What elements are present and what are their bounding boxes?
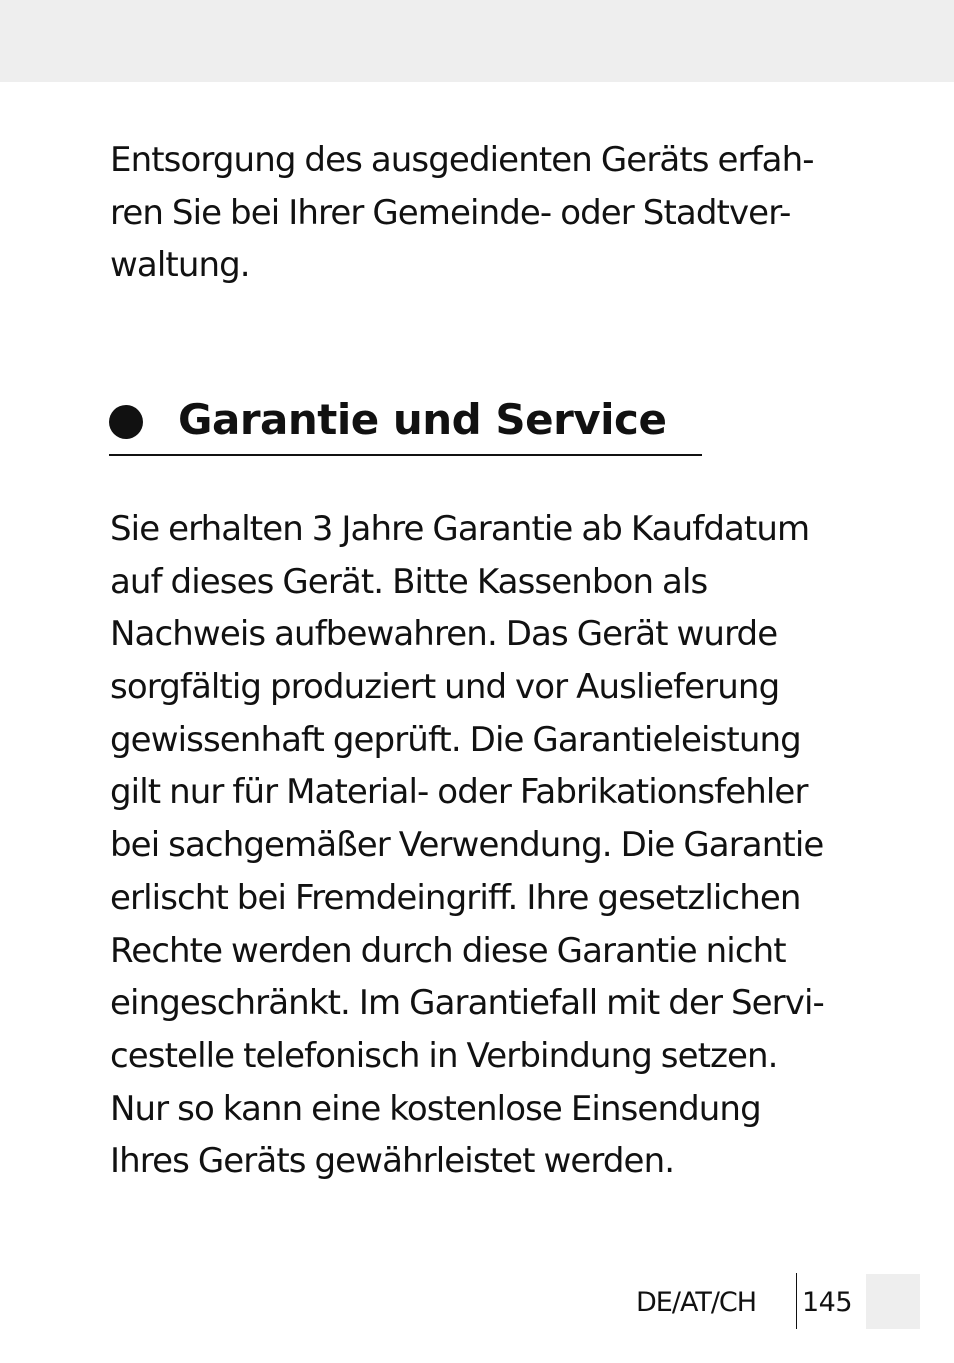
footer-tab-marker [866, 1274, 920, 1329]
text-line: Ihres Geräts gewährleistet werden. [110, 1141, 675, 1182]
warranty-paragraph [110, 503, 824, 1188]
text-line: auf dieses Gerät. Bitte Kassenbon als [110, 561, 708, 602]
section-title: Garantie und Service [178, 395, 667, 444]
section-heading [109, 388, 702, 456]
header-band [0, 0, 954, 82]
text-line: Entsorgung des ausgedienten Geräts erfah- [110, 140, 814, 180]
text-line: gewissenhaft geprüft. Die Garantieleistung [110, 719, 801, 760]
text-line: Sie erhalten 3 Jahre Garantie ab Kaufdatum [110, 509, 810, 549]
text-line: Rechte werden durch diese Garantie nicht [110, 930, 786, 971]
text-line: Nachweis aufbewahren. Das Gerät wurde [110, 614, 778, 655]
text-line: cestelle telefonisch in Verbindung setzen. [110, 1035, 778, 1076]
intro-paragraph [110, 134, 814, 292]
text-line: eingeschränkt. Im Garantiefall mit der Servi- [110, 983, 824, 1024]
text-line: sorgfältig produziert und vor Auslieferung [110, 667, 780, 708]
text-line: erlischt bei Fremdeingriff. Ihre gesetzlichen [110, 877, 801, 918]
text-line: ren Sie bei Ihrer Gemeinde- oder Stadtver- [110, 192, 791, 233]
footer-divider [796, 1273, 797, 1329]
text-line: waltung. [110, 245, 250, 286]
page-number: 145 [802, 1287, 853, 1318]
text-line: Nur so kann eine kostenlose Einsendung [110, 1088, 761, 1129]
footer-region-label: DE/AT/CH [636, 1287, 757, 1318]
bullet-icon [109, 405, 143, 439]
text-line: gilt nur für Material- oder Fabrikationsfehler [110, 772, 808, 813]
text-line: bei sachgemäßer Verwendung. Die Garantie [110, 825, 824, 866]
